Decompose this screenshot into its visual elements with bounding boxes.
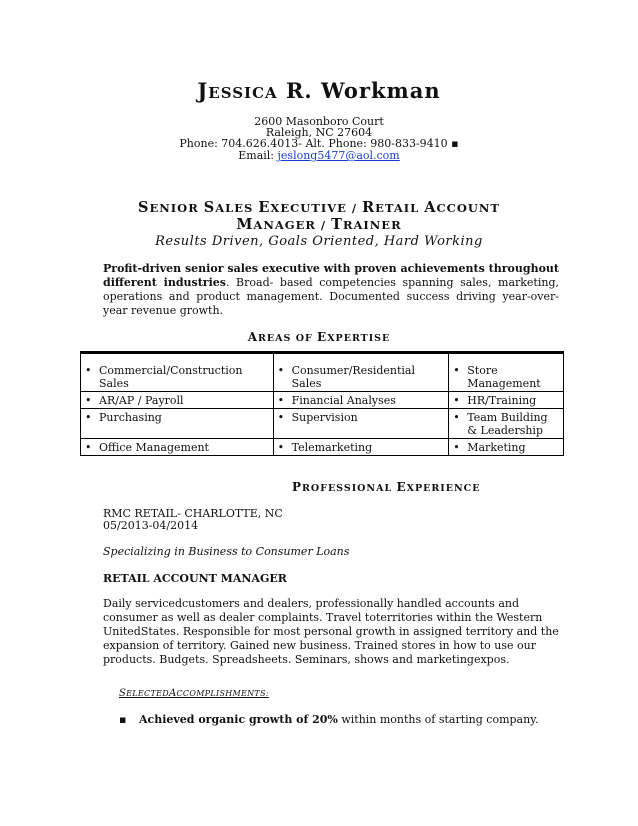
bullet-icon: • — [85, 364, 92, 377]
tagline: Results Driven, Goals Oriented, Hard Working — [155, 234, 483, 249]
areas-of-expertise-heading — [0, 330, 638, 344]
email-link[interactable]: jeslong5477@aol.com — [277, 149, 400, 162]
company-line: RMC RETAIL- CHARLOTTE, NC — [103, 507, 283, 520]
address-line-1: 2600 Masonboro Court — [254, 115, 384, 128]
title1-cap-1: S — [203, 199, 216, 216]
expertise-row — [81, 353, 564, 392]
bullet-icon: • — [277, 394, 285, 407]
experience-title-sc-1: XPERIENCE — [406, 483, 481, 494]
bullet-icon: • — [453, 441, 460, 454]
expertise-cell — [449, 353, 564, 392]
bullet-icon: • — [85, 441, 92, 454]
phone-line: Phone: 704.626.4013- Alt. Phone: 980-833-9410 ▪ — [179, 137, 459, 150]
expertise-item: Marketing — [467, 441, 526, 454]
expertise-table — [80, 351, 564, 456]
summary-bold: Profit-driven senior sales executive with proven achievements throughout different industries — [103, 262, 559, 289]
email-line: Email: jeslong5477@aol.com — [238, 149, 400, 162]
expertise-cell — [449, 392, 564, 409]
expertise-row — [81, 392, 564, 409]
experience-title-cap-0: P — [292, 480, 303, 494]
accomplishment-item — [119, 713, 538, 727]
employment-dates: 05/2013-04/2014 — [103, 519, 199, 532]
bullet-icon: • — [85, 411, 92, 424]
expertise-row — [81, 439, 564, 456]
title1-sc-3: ETAIL — [375, 201, 425, 215]
bullet-icon: • — [85, 394, 92, 407]
expertise-cell — [81, 353, 274, 392]
bullet-icon: ▪ — [119, 713, 127, 726]
experience-title-sc-0: ROFESSIONAL — [302, 483, 397, 494]
title1-sc-2: XECUTIVE / — [270, 201, 363, 215]
expertise-cell — [81, 439, 274, 456]
expertise-cell — [273, 392, 449, 409]
expertise-cell — [81, 392, 274, 409]
expertise-cell — [449, 409, 564, 439]
title1-cap-4: A — [424, 199, 437, 216]
expertise-cell — [273, 409, 449, 439]
expertise-item: Store Management — [467, 364, 541, 390]
experience-title-cap-1: E — [396, 480, 407, 494]
title1-sc-4: CCOUNT — [436, 201, 500, 215]
bullet-icon: • — [277, 441, 285, 454]
professional-experience-heading — [292, 480, 480, 494]
address-line-2: Raleigh, NC 27604 — [265, 126, 373, 139]
bullet-icon: • — [277, 411, 285, 424]
expertise-item: Telemarketing — [291, 441, 373, 454]
bullet-icon: • — [277, 364, 285, 377]
expertise-item: Supervision — [291, 411, 358, 424]
expertise-item: Commercial/Construction Sales — [99, 364, 243, 390]
expertise-cell — [273, 353, 449, 392]
accomplishment-bold: Achieved organic growth of 20% — [139, 713, 338, 726]
expertise-item: Financial Analyses — [291, 394, 396, 407]
expertise-cell — [273, 439, 449, 456]
bullet-icon: • — [453, 411, 460, 424]
title1-sc-1: ALES — [215, 201, 259, 215]
selected-title-cap-1: A — [168, 688, 177, 699]
summary-paragraph — [103, 262, 559, 318]
specialty-line: Specializing in Business to Consumer Loans — [103, 545, 350, 558]
selected-title-sc-0: ELECTED — [126, 689, 169, 698]
expertise-cell — [449, 439, 564, 456]
job-title-line-1 — [0, 199, 638, 216]
bullet-icon: • — [453, 394, 460, 407]
selected-title-cap-0: S — [119, 688, 127, 699]
title1-cap-3: R — [362, 199, 376, 216]
expertise-title-cap-1: E — [317, 330, 328, 344]
accomplishment-rest: within months of starting company. — [337, 713, 539, 726]
title1-sc-0: ENIOR — [149, 201, 204, 215]
expertise-item: Team Building & Leadership — [467, 411, 548, 437]
expertise-title-cap-0: A — [247, 330, 259, 344]
title2-sc-0: ANAGER / — [253, 218, 332, 232]
selected-title-sc-1: CCOMPLISHMENTS: — [176, 689, 269, 698]
expertise-title-sc-1: XPERTISE — [327, 333, 391, 344]
summary-rest: . Broad- based competencies spanning sales, marketing, operations and product management. Documented success driving year-over-year revenue growth. — [103, 276, 559, 317]
expertise-item: Consumer/Residential Sales — [291, 364, 416, 390]
job-title-line-2 — [0, 216, 638, 233]
candidate-name: JESSICA R. Workman — [197, 78, 441, 103]
expertise-title-sc-0: REAS OF — [258, 333, 318, 344]
role-description: Daily servicedcustomers and dealers, professionally handled accounts and consumer as well as dealer complaints. Travel toterritories within the Western UnitedStates. Responsible for most personal growth in assigned territory and the expansion of territory. Gained new business. Trained stores in how to use our products. Budgets. Spreadsheets. Seminars, shows and marketingexpos. — [103, 597, 559, 666]
expertise-item: HR/Training — [467, 394, 537, 407]
expertise-item: AR/AP / Payroll — [99, 394, 184, 407]
role-title: RETAIL ACCOUNT MANAGER — [103, 572, 287, 585]
expertise-row — [81, 409, 564, 439]
bullet-icon: • — [453, 364, 460, 377]
title1-cap-0: S — [138, 199, 150, 216]
expertise-cell — [81, 409, 274, 439]
expertise-item: Office Management — [99, 441, 209, 454]
title2-cap-0: M — [236, 216, 254, 233]
title2-sc-1: RAINER — [342, 218, 402, 232]
selected-accomplishments-heading — [119, 688, 269, 699]
title1-cap-2: E — [258, 199, 271, 216]
expertise-item: Purchasing — [99, 411, 162, 424]
title2-cap-1: T — [331, 216, 343, 233]
